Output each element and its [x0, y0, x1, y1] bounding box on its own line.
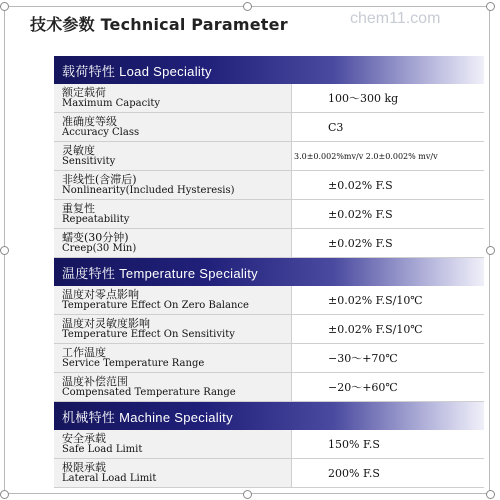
- table-row: [54, 286, 484, 315]
- param-name-zh: 蠕变(30分钟): [62, 231, 129, 244]
- table-row: [54, 373, 484, 402]
- param-name-en: Compensated Temperature Range: [62, 387, 236, 398]
- param-name-zh: 温度补偿范围: [62, 375, 128, 388]
- param-label: [54, 113, 292, 141]
- param-name-zh: 极限承载: [62, 461, 106, 474]
- param-value: ±0.02% F.S: [292, 171, 484, 199]
- param-label: [54, 84, 292, 112]
- param-label: [54, 286, 292, 314]
- table-row: [54, 459, 484, 488]
- param-value: C3: [292, 113, 484, 141]
- table-row: [54, 344, 484, 373]
- table-row: [54, 315, 484, 344]
- param-name-zh: 重复性: [62, 202, 95, 215]
- table-row: [54, 113, 484, 142]
- param-label: [54, 430, 292, 458]
- param-name-en: Accuracy Class: [62, 127, 140, 138]
- param-value: 3.0±0.002%mv/v 2.0±0.002% mv/v: [292, 142, 484, 170]
- param-name-en: Temperature Effect On Zero Balance: [62, 300, 249, 311]
- param-value: 100～300 kg: [292, 84, 484, 112]
- param-value: 200% F.S: [292, 459, 484, 487]
- table-row: [54, 142, 484, 171]
- resize-handle-middle-left[interactable]: [0, 246, 9, 255]
- param-label: [54, 200, 292, 228]
- param-name-zh: 准确度等级: [62, 115, 117, 128]
- resize-handle-bottom-left[interactable]: [0, 490, 9, 499]
- param-name-en: Nonlinearity(Included Hysteresis): [62, 185, 235, 196]
- param-label: [54, 142, 292, 170]
- param-value: −20～+60℃: [292, 373, 484, 401]
- param-name-en: Temperature Effect On Sensitivity: [62, 329, 235, 340]
- param-label: [54, 315, 292, 343]
- param-value: −30～+70℃: [292, 344, 484, 372]
- resize-handle-bottom-right[interactable]: [486, 490, 495, 499]
- param-value: ±0.02% F.S/10℃: [292, 286, 484, 314]
- section-header-temperature: 温度特性 Temperature Speciality: [54, 258, 484, 286]
- param-name-zh: 工作温度: [62, 346, 106, 359]
- param-name-en: Safe Load Limit: [62, 444, 143, 455]
- resize-handle-bottom-center[interactable]: [243, 490, 252, 499]
- param-name-en: Lateral Load Limit: [62, 473, 157, 484]
- param-name-zh: 额定载荷: [62, 86, 106, 99]
- param-name-zh: 非线性(含滞后): [62, 173, 137, 186]
- table-row: [54, 200, 484, 229]
- page-title: 技术参数 Technical Parameter: [30, 15, 288, 34]
- table-row: [54, 229, 484, 258]
- param-label: [54, 373, 292, 401]
- table-row: [54, 171, 484, 200]
- param-name-en: Service Temperature Range: [62, 358, 205, 369]
- param-value: 150% F.S: [292, 430, 484, 458]
- param-value: ±0.02% F.S: [292, 229, 484, 257]
- table-row: [54, 430, 484, 459]
- param-name-zh: 灵敏度: [62, 144, 95, 157]
- resize-handle-middle-right[interactable]: [486, 246, 495, 255]
- resize-handle-top-left[interactable]: [0, 2, 9, 11]
- param-value: ±0.02% F.S: [292, 200, 484, 228]
- section-header-machine: 机械特性 Machine Speciality: [54, 402, 484, 430]
- param-value: ±0.02% F.S/10℃: [292, 315, 484, 343]
- param-name-en: Maximum Capacity: [62, 98, 161, 109]
- resize-handle-top-right[interactable]: [486, 2, 495, 11]
- param-label: [54, 229, 292, 257]
- param-name-en: Repeatability: [62, 214, 130, 225]
- param-label: [54, 344, 292, 372]
- resize-handle-top-center[interactable]: [243, 2, 252, 11]
- section-header-load: 载荷特性 Load Speciality: [54, 56, 484, 84]
- spec-table: [54, 56, 484, 488]
- table-row: [54, 84, 484, 113]
- watermark: chem11.com: [350, 10, 441, 27]
- param-name-zh: 温度对灵敏度影响: [62, 317, 150, 330]
- param-name-en: Creep(30 Min): [62, 243, 137, 254]
- param-label: [54, 171, 292, 199]
- param-name-en: Sensitivity: [62, 156, 116, 167]
- param-name-zh: 安全承载: [62, 432, 106, 445]
- param-name-zh: 温度对零点影响: [62, 288, 139, 301]
- param-label: [54, 459, 292, 487]
